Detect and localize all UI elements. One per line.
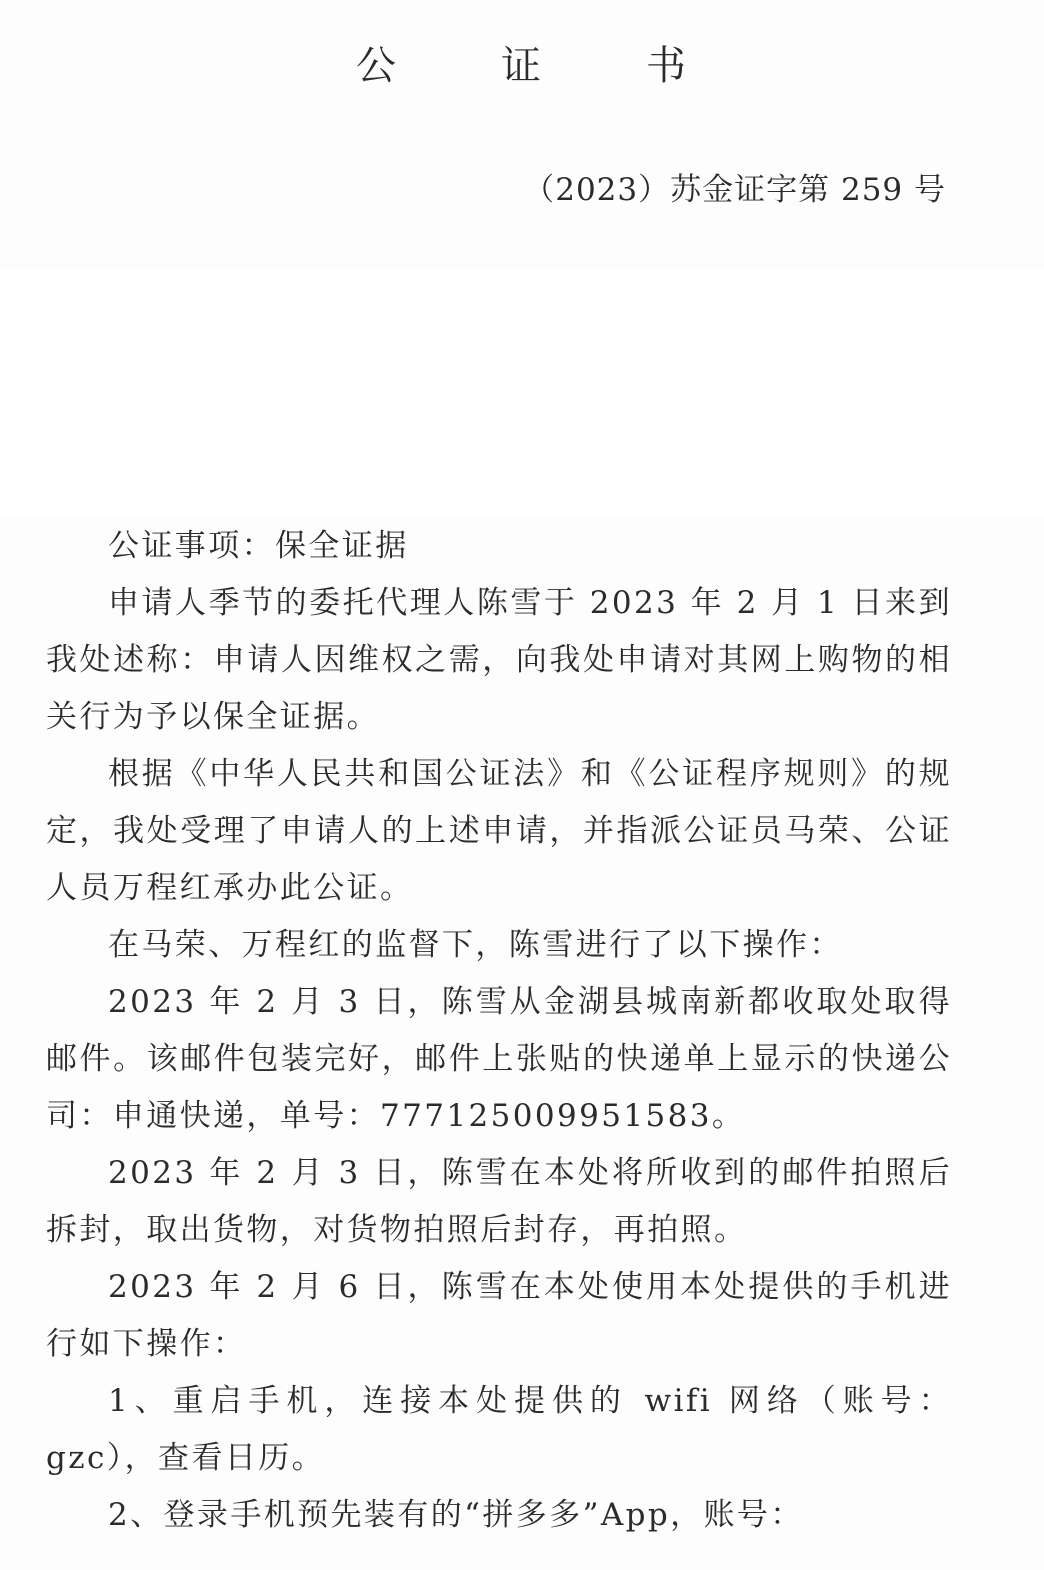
paragraph-supervision: 在马荣、万程红的监督下，陈雪进行了以下操作： bbox=[108, 927, 843, 963]
paragraph-mail-receipt: 2023 年 2 月 3 日，陈雪从金湖县城南新都收取处取得邮件。该邮件包装完好，邮件上张贴的快递单上显示的快递公司：申通快递，单号：777125009951583。 bbox=[46, 984, 952, 1134]
paragraph-step-2: 2、登录手机预先装有的“拼多多”App，账号： bbox=[108, 1497, 804, 1533]
paragraph-matter: 公证事项：保全证据 bbox=[108, 528, 409, 564]
title-char: 书 bbox=[646, 43, 688, 89]
redacted-area bbox=[0, 270, 1044, 518]
paragraph-legal-basis: 根据《中华人民共和国公证法》和《公证程序规则》的规定，我处受理了申请人的上述申请，并指派公证员马荣、公证人员万程红承办此公证。 bbox=[46, 756, 952, 906]
document-title bbox=[0, 38, 1044, 94]
paragraph-unpacking: 2023 年 2 月 3 日，陈雪在本处将所收到的邮件拍照后拆封，取出货物，对货物拍照后封存，再拍照。 bbox=[46, 1155, 952, 1248]
paragraph-phone-operation: 2023 年 2 月 6 日，陈雪在本处使用本处提供的手机进行如下操作： bbox=[46, 1269, 952, 1362]
document-body bbox=[46, 518, 952, 1544]
paragraph-application: 申请人季节的委托代理人陈雪于 2023 年 2 月 1 日来到我处述称：申请人因维权之需，向我处申请对其网上购物的相关行为予以保全证据。 bbox=[46, 585, 952, 735]
title-char: 公 bbox=[356, 43, 398, 89]
title-char: 证 bbox=[501, 43, 543, 89]
paragraph-step-1: 1、重启手机，连接本处提供的 wifi 网络（账号：gzc），查看日历。 bbox=[46, 1383, 952, 1476]
document-number: （2023）苏金证字第 259 号 bbox=[523, 172, 946, 208]
